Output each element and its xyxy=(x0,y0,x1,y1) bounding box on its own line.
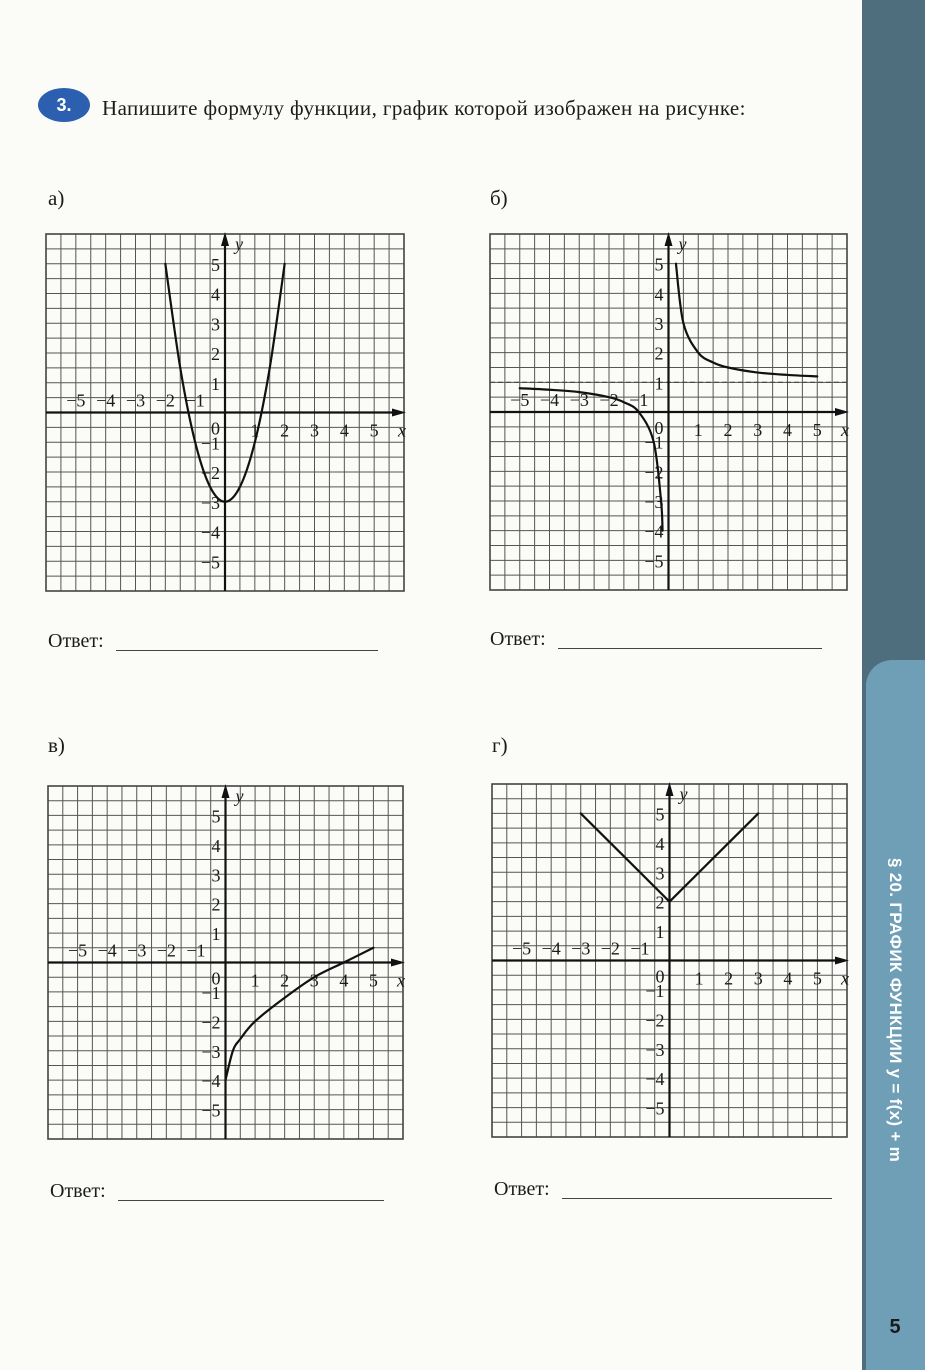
y-tick-label: 4 xyxy=(654,284,664,305)
y-tick-label: 1 xyxy=(655,922,665,943)
y-tick-label: 2 xyxy=(654,343,664,364)
graph-d xyxy=(492,784,847,1137)
y-tick-label: 1 xyxy=(211,924,221,945)
y-tick-label: 4 xyxy=(211,835,221,856)
panel-label-d: г) xyxy=(492,733,508,757)
origin-label: 0 xyxy=(211,418,220,439)
panel-label-b: б) xyxy=(490,186,508,210)
y-tick-label: 2 xyxy=(211,894,221,915)
y-axis-name: y xyxy=(235,786,244,806)
x-tick-label: 4 xyxy=(339,420,349,441)
x-axis-name: x xyxy=(398,420,406,441)
x-tick-label: 1 xyxy=(250,420,260,441)
y-tick-label: −1 xyxy=(644,432,664,453)
y-tick-label: −1 xyxy=(200,433,220,454)
x-tick-label: 2 xyxy=(723,420,733,440)
y-tick-label: 3 xyxy=(211,314,220,335)
x-tick-label: 3 xyxy=(753,420,763,440)
origin-label: 0 xyxy=(211,968,221,989)
x-tick-label: −5 xyxy=(512,938,532,959)
x-tick-label: −5 xyxy=(510,390,530,410)
x-tick-label: −1 xyxy=(186,940,206,961)
x-tick-label: −4 xyxy=(541,938,561,959)
chapter-title: § 20. ГРАФИК ФУНКЦИИ y = f(x) + m xyxy=(886,857,905,1163)
task-text: Напишите формулу функции, график которой изображен на рисунке: xyxy=(102,96,746,120)
task-number-badge xyxy=(38,88,90,122)
y-tick-label: 5 xyxy=(211,806,221,827)
y-tick-label: −3 xyxy=(644,492,664,512)
graph-c xyxy=(48,786,403,1139)
y-tick-label: 2 xyxy=(655,892,665,913)
y-tick-label: 5 xyxy=(655,804,665,825)
x-tick-label: −1 xyxy=(630,938,650,959)
y-tick-label: 3 xyxy=(654,314,664,334)
y-tick-label: −4 xyxy=(201,1071,221,1092)
y-tick-label: −2 xyxy=(645,1010,665,1031)
answer-input-line[interactable] xyxy=(558,647,822,649)
x-tick-label: −5 xyxy=(68,940,88,961)
y-tick-label: −4 xyxy=(645,1069,665,1090)
y-tick-label: −2 xyxy=(201,1012,221,1033)
task-number: 3. xyxy=(56,94,72,115)
graph-b xyxy=(490,234,847,590)
y-tick-label: −3 xyxy=(645,1039,665,1060)
answer-d xyxy=(494,1178,832,1201)
y-tick-label: −5 xyxy=(201,1100,221,1121)
origin-label: 0 xyxy=(655,966,665,987)
answer-input-line[interactable] xyxy=(116,649,378,651)
y-tick-label: 4 xyxy=(655,833,665,854)
panel-label-a: а) xyxy=(48,186,65,210)
answer-input-line[interactable] xyxy=(118,1199,384,1201)
x-tick-label: 2 xyxy=(280,970,290,991)
x-tick-label: −2 xyxy=(156,940,176,961)
answer-input-line[interactable] xyxy=(562,1197,832,1199)
y-tick-label: 5 xyxy=(211,254,220,275)
answer-label: Ответ: xyxy=(50,1180,106,1202)
panel-label-c: в) xyxy=(48,733,65,757)
y-tick-label: −3 xyxy=(200,492,220,513)
origin-label: 0 xyxy=(654,418,664,438)
x-axis-name: x xyxy=(841,420,849,440)
y-tick-label: 3 xyxy=(211,865,221,886)
x-tick-label: 5 xyxy=(812,968,822,989)
x-tick-label: 2 xyxy=(280,420,290,441)
x-tick-label: 3 xyxy=(753,968,763,989)
y-axis-name: y xyxy=(235,234,243,254)
y-tick-label: −2 xyxy=(644,462,664,483)
x-tick-label: −2 xyxy=(600,938,620,959)
x-tick-label: 1 xyxy=(693,420,703,440)
x-tick-label: −5 xyxy=(66,390,86,411)
y-tick-label: −4 xyxy=(200,522,220,543)
y-tick-label: 4 xyxy=(211,284,220,305)
x-tick-label: −3 xyxy=(569,390,589,410)
x-tick-label: −3 xyxy=(125,390,146,411)
x-axis-name: x xyxy=(841,968,849,989)
x-tick-label: −2 xyxy=(599,390,619,410)
x-tick-label: −4 xyxy=(96,390,116,411)
x-tick-label: 4 xyxy=(339,970,349,991)
x-tick-label: −1 xyxy=(629,390,649,410)
x-tick-label: −4 xyxy=(539,390,560,410)
y-tick-label: 1 xyxy=(211,373,220,394)
y-tick-label: −1 xyxy=(645,980,665,1001)
x-tick-label: −2 xyxy=(155,390,175,411)
x-tick-label: −3 xyxy=(127,940,147,961)
x-tick-label: 4 xyxy=(783,420,792,440)
y-tick-label: −1 xyxy=(201,982,221,1003)
x-axis-name: x xyxy=(397,970,405,991)
y-axis-name: y xyxy=(679,784,688,804)
answer-a xyxy=(48,630,378,653)
y-tick-label: −5 xyxy=(200,552,220,573)
y-tick-label: 1 xyxy=(654,373,664,394)
answer-b xyxy=(490,628,822,651)
answer-label: Ответ: xyxy=(494,1178,550,1200)
graph-a xyxy=(46,234,404,591)
x-tick-label: 5 xyxy=(812,420,822,440)
function-curve-0 xyxy=(676,264,817,377)
y-tick-label: 2 xyxy=(211,344,220,364)
y-tick-label: −3 xyxy=(201,1041,221,1062)
x-tick-label: 5 xyxy=(369,420,379,441)
x-tick-label: −1 xyxy=(185,390,205,411)
y-tick-label: −5 xyxy=(644,551,664,572)
x-tick-label: 1 xyxy=(694,968,704,989)
y-tick-label: 3 xyxy=(655,863,665,884)
y-tick-label: −4 xyxy=(644,521,664,542)
page-number: 5 xyxy=(889,1316,901,1338)
x-tick-label: 4 xyxy=(783,968,793,989)
x-tick-label: 1 xyxy=(250,970,260,991)
y-tick-label: −5 xyxy=(645,1098,665,1119)
x-tick-label: 3 xyxy=(309,970,319,991)
x-tick-label: 2 xyxy=(724,968,734,989)
y-axis-name: y xyxy=(678,234,687,254)
x-tick-label: −4 xyxy=(97,940,117,961)
x-tick-label: 3 xyxy=(310,420,319,441)
x-tick-label: −3 xyxy=(571,938,591,959)
x-tick-label: 5 xyxy=(368,970,378,991)
y-tick-label: 5 xyxy=(654,254,664,275)
answer-label: Ответ: xyxy=(48,630,104,652)
answer-c xyxy=(50,1180,384,1203)
y-tick-label: −2 xyxy=(200,463,220,483)
answer-label: Ответ: xyxy=(490,628,546,650)
